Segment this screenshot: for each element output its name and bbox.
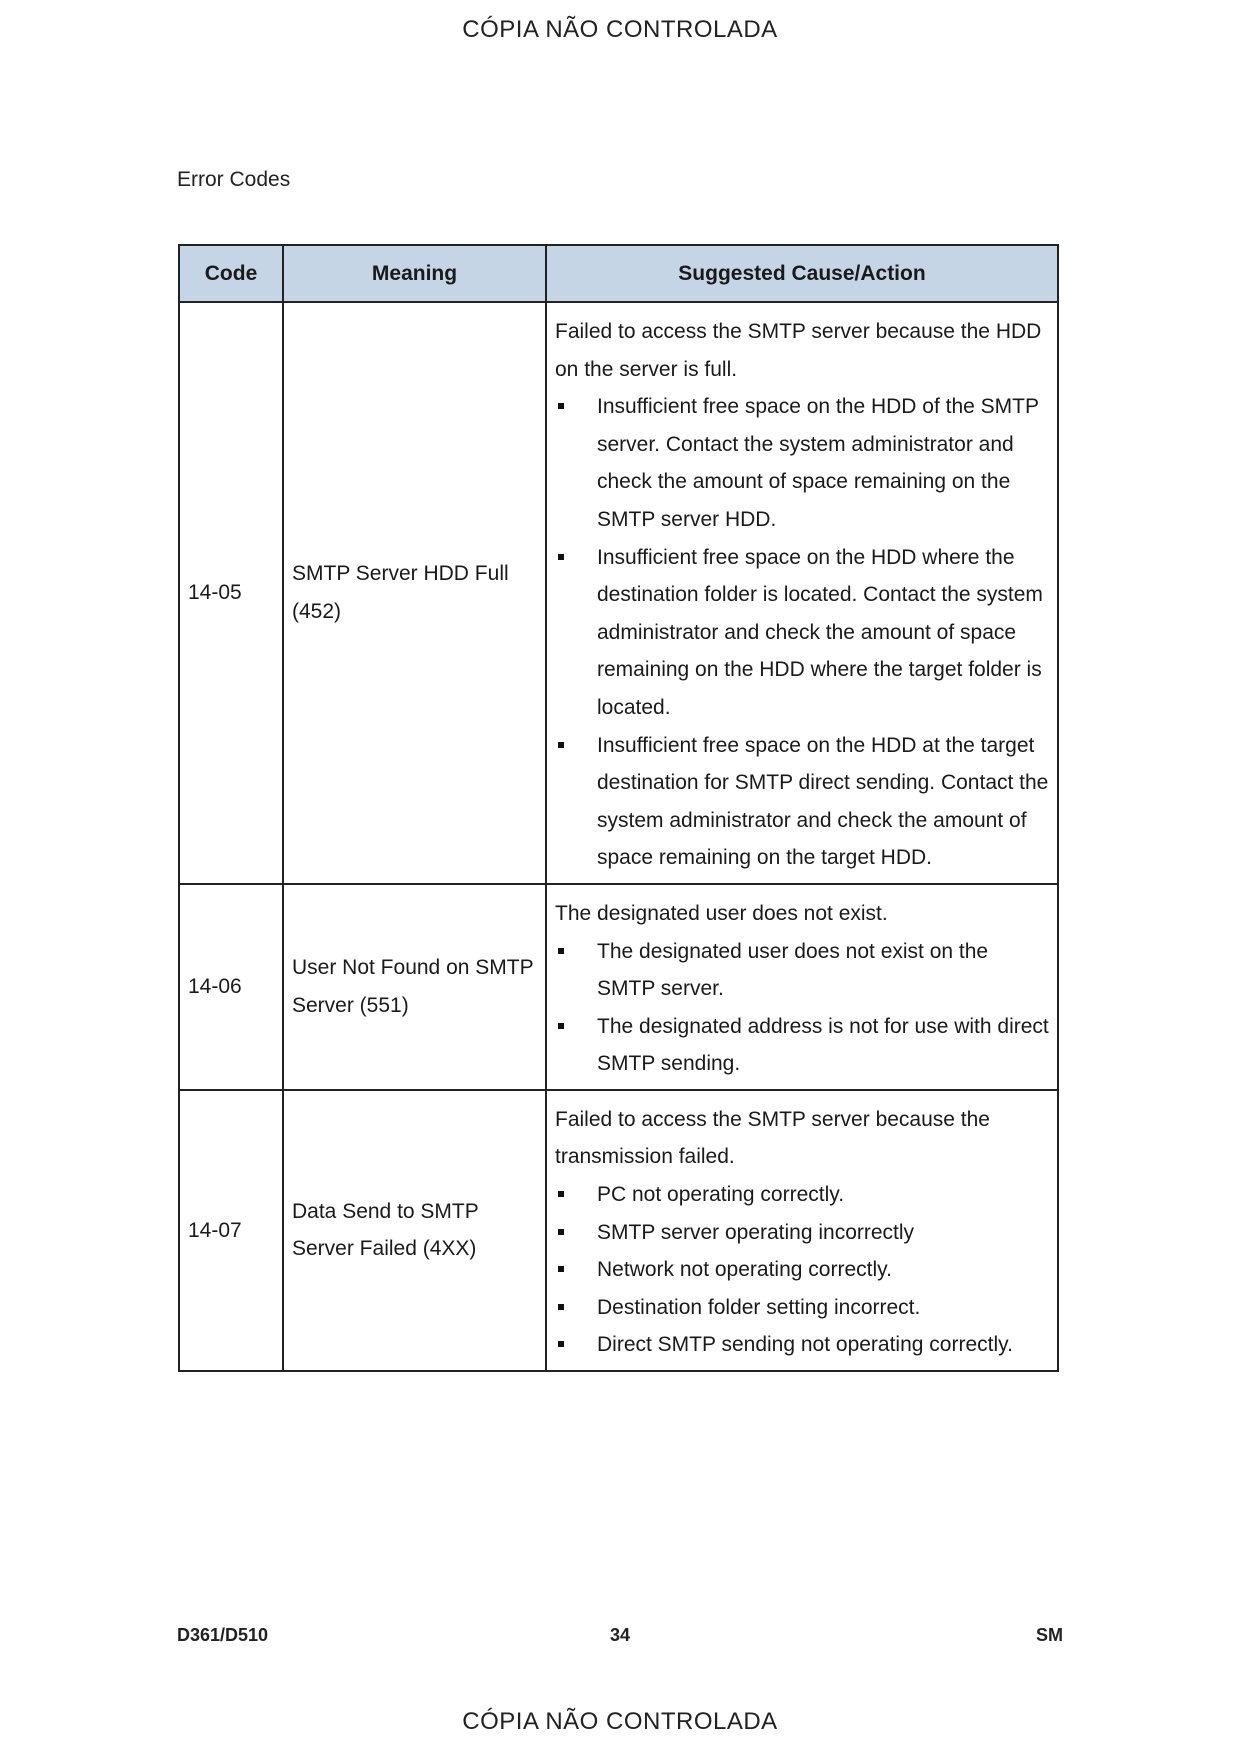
- action-summary: Failed to access the SMTP server because the transmission failed.: [555, 1107, 990, 1169]
- cause-list-item: The designated address is not for use with direct SMTP sending.: [555, 1008, 1049, 1083]
- table-row: [179, 884, 1058, 1090]
- error-meaning-cell: Data Send to SMTP Server Failed (4XX): [283, 1090, 546, 1371]
- cause-list-item: Insufficient free space on the HDD where the destination folder is located. Contact the system administrator and check the amount of space remaining on the HDD where the target folder is located.: [555, 539, 1049, 727]
- suggested-action-cell: [546, 302, 1058, 884]
- cause-list: [555, 933, 1049, 1083]
- error-meaning-cell: User Not Found on SMTP Server (551): [283, 884, 546, 1090]
- cause-list-item: Network not operating correctly.: [555, 1251, 1049, 1289]
- cause-list-item: Destination folder setting incorrect.: [555, 1289, 1049, 1327]
- watermark-top: CÓPIA NÃO CONTROLADA: [462, 16, 778, 43]
- footer-manual-type: SM: [1036, 1625, 1063, 1645]
- error-code-cell: 14-06: [179, 884, 283, 1090]
- table-row: [179, 1090, 1058, 1371]
- cause-list-item: Direct SMTP sending not operating correctly.: [555, 1326, 1049, 1364]
- action-summary: Failed to access the SMTP server because the HDD on the server is full.: [555, 320, 1042, 381]
- cause-list-item: PC not operating correctly.: [555, 1176, 1049, 1214]
- footer-model-number: D361/D510: [177, 1625, 269, 1645]
- cause-list: [555, 1176, 1049, 1364]
- column-header-code: Code: [179, 245, 283, 302]
- suggested-action-cell: [546, 884, 1058, 1090]
- cause-list-item: Insufficient free space on the HDD of the SMTP server. Contact the system administrator and check the amount of space remaining on the SMTP server HDD.: [555, 388, 1049, 538]
- table-row: [179, 302, 1058, 884]
- error-code-cell: 14-07: [179, 1090, 283, 1371]
- section-title: Error Codes: [177, 168, 291, 191]
- column-header-action: Suggested Cause/Action: [546, 245, 1058, 302]
- suggested-action-cell: [546, 1090, 1058, 1371]
- error-codes-table: [178, 244, 1059, 1372]
- action-summary: The designated user does not exist.: [555, 901, 888, 925]
- cause-list: [555, 388, 1049, 877]
- cause-list-item: The designated user does not exist on the SMTP server.: [555, 933, 1049, 1008]
- error-code-cell: 14-05: [179, 302, 283, 884]
- watermark-bottom: CÓPIA NÃO CONTROLADA: [462, 1708, 778, 1735]
- cause-list-item: Insufficient free space on the HDD at the target destination for SMTP direct sending. Contact the system administrator and check the amount of space remaining on the target HDD.: [555, 727, 1049, 877]
- column-header-meaning: Meaning: [283, 245, 546, 302]
- footer-page-number: 34: [609, 1625, 631, 1645]
- table-header-row: [179, 245, 1058, 302]
- cause-list-item: SMTP server operating incorrectly: [555, 1214, 1049, 1252]
- error-meaning-cell: SMTP Server HDD Full (452): [283, 302, 546, 884]
